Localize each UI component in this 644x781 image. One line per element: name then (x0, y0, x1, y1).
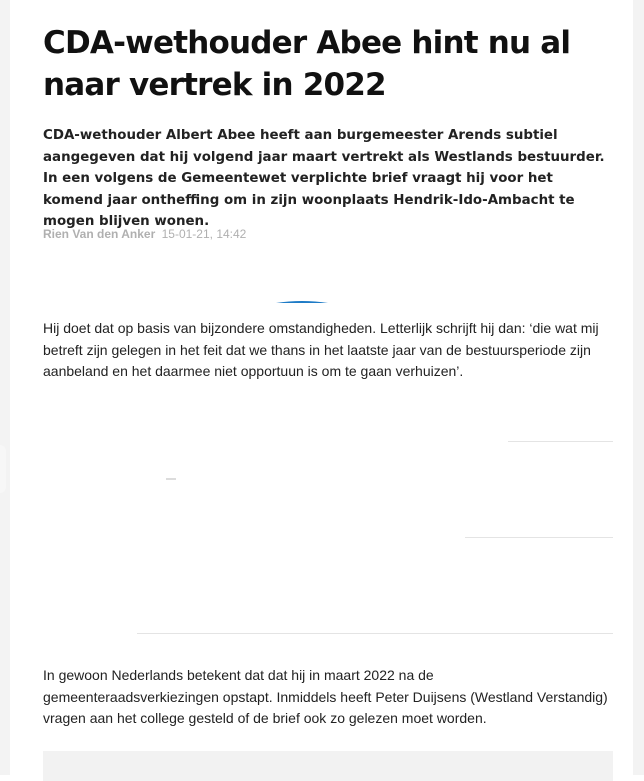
article-headline: CDA-wethouder Abee hint nu al naar vertrek in 2022 (43, 25, 571, 103)
ad-loading-speck (166, 478, 176, 480)
loading-indicator (276, 300, 328, 304)
side-tab (0, 445, 6, 493)
byline-author[interactable]: Rien Van den Anker (43, 227, 156, 241)
ad-divider (137, 633, 613, 634)
byline-date: 15-01-21, 14:42 (161, 227, 247, 241)
byline (43, 227, 246, 241)
article (10, 0, 633, 775)
loading-indicator-wave (276, 301, 328, 303)
ad-divider (508, 441, 613, 442)
ad-divider (465, 537, 613, 538)
related-content-box (43, 751, 613, 781)
article-paragraph-1: Hij doet dat op basis van bijzondere omstandigheden. Letterlijk schrijft hij dan: ‘die wat mij betreft zijn gelegen in het feit dat we thans in het laatste jaar van de bestuursperiode zijn aanbeland en het daarmee niet opportuun is om te gaan verhuizen’. (43, 320, 599, 379)
article-paragraph-2: In gewoon Nederlands betekent dat dat hij in maart 2022 na de gemeenteraadsverkiezingen opstapt. Inmiddels heeft Peter Duijsens (Westland Verstandig) vragen aan het college gesteld of de brief ook zo gelezen moet worden. (43, 667, 608, 726)
article-lead: CDA-wethouder Albert Abee heeft aan burgemeester Arends subtiel aangegeven dat hij volgend jaar maart vertrekt als Westlands bestuurder. In een volgens de Gemeentewet verplichte brief vraagt hij voor het komend jaar ontheffing om in zijn woonplaats Hendrik-Ido-Ambacht te mogen blijven wonen. (43, 128, 605, 229)
advertisement-placeholder (10, 400, 633, 645)
